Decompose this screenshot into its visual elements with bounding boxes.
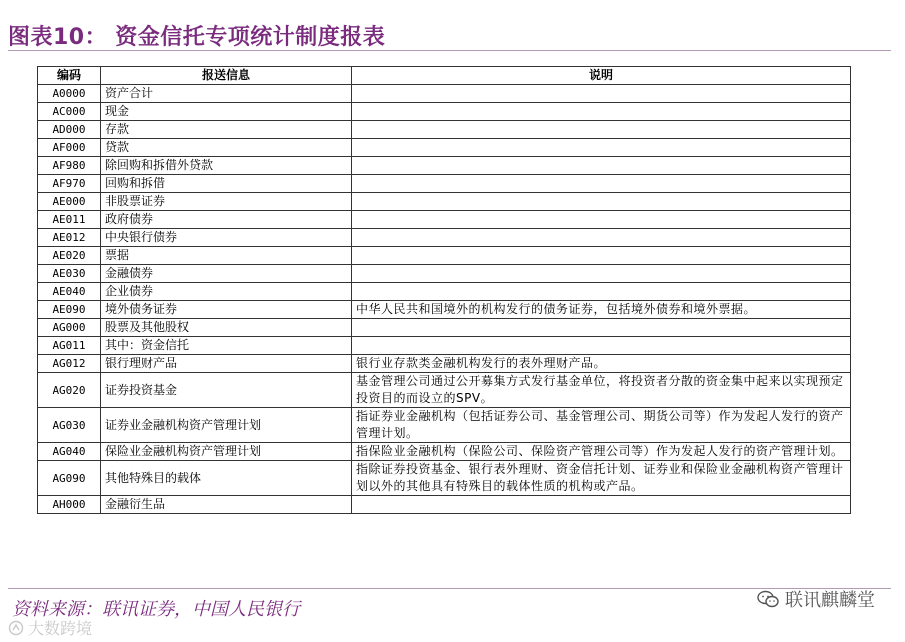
header-info: 报送信息 bbox=[101, 67, 352, 85]
row-info: 其中：资金信托 bbox=[101, 337, 352, 355]
row-description: 基金管理公司通过公开募集方式发行基金单位，将投资者分散的资金集中起来以实现预定投资目的而设立的SPV。 bbox=[352, 373, 851, 408]
row-code: AD000 bbox=[38, 121, 101, 139]
table-body bbox=[38, 85, 851, 514]
row-description bbox=[352, 283, 851, 301]
table-row bbox=[38, 443, 851, 461]
header-desc: 说明 bbox=[352, 67, 851, 85]
row-info: 境外债务证券 bbox=[101, 301, 352, 319]
row-description bbox=[352, 103, 851, 121]
row-code: AG040 bbox=[38, 443, 101, 461]
table-row bbox=[38, 103, 851, 121]
row-description: 中华人民共和国境外的机构发行的债务证券，包括境外债券和境外票据。 bbox=[352, 301, 851, 319]
table-header-row bbox=[38, 67, 851, 85]
table-row bbox=[38, 139, 851, 157]
row-code: AG011 bbox=[38, 337, 101, 355]
table-row bbox=[38, 373, 851, 408]
row-info: 资产合计 bbox=[101, 85, 352, 103]
row-code: AE020 bbox=[38, 247, 101, 265]
table-row bbox=[38, 283, 851, 301]
corner-watermark bbox=[8, 616, 92, 639]
row-code: AE000 bbox=[38, 193, 101, 211]
row-code: AG020 bbox=[38, 373, 101, 408]
row-info: 金融债券 bbox=[101, 265, 352, 283]
watermark-logo-icon bbox=[8, 620, 24, 636]
row-info: 其他特殊目的载体 bbox=[101, 461, 352, 496]
row-code: AE011 bbox=[38, 211, 101, 229]
table-row bbox=[38, 229, 851, 247]
row-code: AE030 bbox=[38, 265, 101, 283]
row-description: 指证券业金融机构（包括证券公司、基金管理公司、期货公司等）作为发起人发行的资产管理计划。 bbox=[352, 408, 851, 443]
row-code: AE012 bbox=[38, 229, 101, 247]
row-code: AF980 bbox=[38, 157, 101, 175]
row-description bbox=[352, 229, 851, 247]
table-row bbox=[38, 461, 851, 496]
row-code: AE090 bbox=[38, 301, 101, 319]
title-divider bbox=[8, 50, 891, 51]
row-code: AF970 bbox=[38, 175, 101, 193]
table-row bbox=[38, 496, 851, 514]
row-info: 企业债券 bbox=[101, 283, 352, 301]
row-code: AG030 bbox=[38, 408, 101, 443]
row-description: 指除证券投资基金、银行表外理财、资金信托计划、证券业和保险业金融机构资产管理计划以外的其他具有特殊目的载体性质的机构或产品。 bbox=[352, 461, 851, 496]
watermark-text: 大数跨境 bbox=[28, 619, 93, 638]
row-code: A0000 bbox=[38, 85, 101, 103]
header-code: 编码 bbox=[38, 67, 101, 85]
row-description bbox=[352, 337, 851, 355]
table-row bbox=[38, 193, 851, 211]
row-info: 中央银行债券 bbox=[101, 229, 352, 247]
table-row bbox=[38, 408, 851, 443]
wechat-watermark bbox=[757, 586, 875, 612]
source-note: 资料来源：联讯证券，中国人民银行 bbox=[12, 599, 300, 620]
row-code: AG000 bbox=[38, 319, 101, 337]
wechat-account-name: 联讯麒麟堂 bbox=[785, 590, 875, 611]
row-info: 回购和拆借 bbox=[101, 175, 352, 193]
row-description bbox=[352, 121, 851, 139]
row-info: 证券投资基金 bbox=[101, 373, 352, 408]
row-code: AH000 bbox=[38, 496, 101, 514]
row-info: 贷款 bbox=[101, 139, 352, 157]
row-info: 银行理财产品 bbox=[101, 355, 352, 373]
row-description: 银行业存款类金融机构发行的表外理财产品。 bbox=[352, 355, 851, 373]
row-info: 除回购和拆借外贷款 bbox=[101, 157, 352, 175]
row-info: 保险业金融机构资产管理计划 bbox=[101, 443, 352, 461]
row-description bbox=[352, 247, 851, 265]
row-info: 存款 bbox=[101, 121, 352, 139]
table-row bbox=[38, 337, 851, 355]
table-row bbox=[38, 157, 851, 175]
row-info: 政府债券 bbox=[101, 211, 352, 229]
table-row bbox=[38, 247, 851, 265]
row-info: 金融衍生品 bbox=[101, 496, 352, 514]
wechat-icon bbox=[757, 590, 779, 608]
row-description bbox=[352, 496, 851, 514]
row-info: 现金 bbox=[101, 103, 352, 121]
table-row bbox=[38, 265, 851, 283]
row-code: AF000 bbox=[38, 139, 101, 157]
row-code: AG090 bbox=[38, 461, 101, 496]
row-description bbox=[352, 157, 851, 175]
table-row bbox=[38, 85, 851, 103]
row-info: 证券业金融机构资产管理计划 bbox=[101, 408, 352, 443]
row-info: 票据 bbox=[101, 247, 352, 265]
row-info: 股票及其他股权 bbox=[101, 319, 352, 337]
table-row bbox=[38, 175, 851, 193]
row-description bbox=[352, 193, 851, 211]
row-description: 指保险业金融机构（保险公司、保险资产管理公司等）作为发起人发行的资产管理计划。 bbox=[352, 443, 851, 461]
report-title: 图表10： 资金信托专项统计制度报表 bbox=[8, 25, 386, 50]
row-info: 非股票证券 bbox=[101, 193, 352, 211]
row-code: AC000 bbox=[38, 103, 101, 121]
row-description bbox=[352, 319, 851, 337]
row-code: AG012 bbox=[38, 355, 101, 373]
table-row bbox=[38, 121, 851, 139]
row-description bbox=[352, 175, 851, 193]
table-row bbox=[38, 355, 851, 373]
report-table bbox=[37, 66, 851, 514]
table-row bbox=[38, 211, 851, 229]
row-description bbox=[352, 85, 851, 103]
row-description bbox=[352, 211, 851, 229]
row-description bbox=[352, 265, 851, 283]
row-description bbox=[352, 139, 851, 157]
row-code: AE040 bbox=[38, 283, 101, 301]
table-row bbox=[38, 301, 851, 319]
table-row bbox=[38, 319, 851, 337]
